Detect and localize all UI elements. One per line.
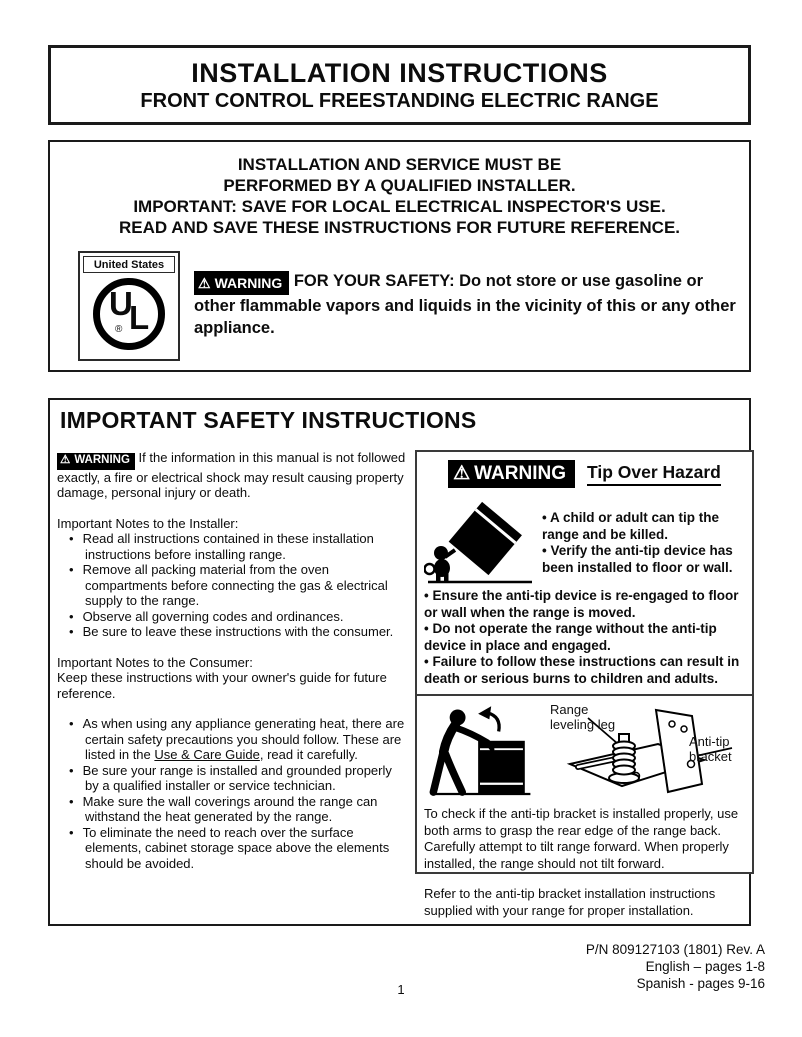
hazard-bullet: • Verify the anti-tip device has been installed to floor or wall. <box>542 543 745 576</box>
ul-letter-l: L <box>129 299 150 336</box>
part-number: P/N 809127103 (1801) Rev. A <box>585 942 765 957</box>
hazard-side-bullets <box>542 494 745 586</box>
list-item: • Read all instructions contained in these installation instructions before installing range. <box>69 531 374 562</box>
list-item: • Be sure your range is installed and grounded properly by a qualified installer or service technician. <box>69 762 392 793</box>
spanish-pages-note: Spanish - pages 9-16 <box>636 976 765 991</box>
notice-line: READ AND SAVE THESE INSTRUCTIONS FOR FUTURE REFERENCE. <box>118 218 681 237</box>
warning-badge: ⚠ WARNING <box>194 271 289 295</box>
warning-triangle-icon: ⚠ <box>60 454 71 466</box>
installer-notes-list <box>57 531 409 640</box>
page-number: 1 <box>397 982 405 997</box>
notice-line: PERFORMED BY A QUALIFIED INSTALLER. <box>223 176 576 195</box>
list-item: • To eliminate the need to reach over the surface elements, cabinet storage space above the elements should be avoided. <box>69 824 390 871</box>
person-tilt-test-icon <box>424 702 536 802</box>
hazard-full-bullets <box>424 588 745 687</box>
list-item: • Remove all packing material from the oven compartments before connecting the gas & electrical supply to the range. <box>69 562 388 608</box>
list-item: • Make sure the wall coverings around the range can withstand the heat generated by the range. <box>69 793 378 824</box>
title-box <box>48 45 751 125</box>
notice-line: IMPORTANT: SAVE FOR LOCAL ELECTRICAL INSPECTOR'S USE. <box>133 197 666 216</box>
safety-heading: IMPORTANT SAFETY INSTRUCTIONS <box>60 407 477 433</box>
ul-letter-u: U <box>109 285 133 322</box>
hazard-title: Tip Over Hazard <box>587 462 721 486</box>
leveling-leg-label: Range leveling leg <box>550 702 616 732</box>
document-subtitle: FRONT CONTROL FREESTANDING ELECTRIC RANGE <box>140 90 659 112</box>
consumer-notes-list <box>57 716 409 871</box>
bracket-refer-text: Refer to the anti-tip bracket installation instructions supplied with your range for proper installation. <box>424 886 716 918</box>
bracket-check-text: To check if the anti-tip bracket is installed properly, use both arms to grasp the rear edge of the range back. Carefully attempt to tilt range forward. When properly installed, the range should not tilt forward. <box>424 806 739 871</box>
tip-over-hazard-panel <box>415 450 754 918</box>
hazard-bullet: • Do not operate the range without the anti-tip device in place and engaged. <box>424 621 745 654</box>
list-item: • Be sure to leave these instructions with the consumer. <box>69 624 394 639</box>
list-item: • Observe all governing codes and ordinances. <box>69 608 344 624</box>
list-item: • As when using any appliance generating heat, there are certain safety precautions you should follow. These are listed in the Use & Care Guide, read it carefully. <box>69 716 405 762</box>
ul-certification-logo <box>78 251 180 361</box>
hazard-bullet: • A child or adult can tip the range and be killed. <box>542 510 745 543</box>
english-pages-note: English – pages 1-8 <box>645 959 765 974</box>
tipping-range-child-icon <box>424 494 536 586</box>
installer-notes-heading: Important Notes to the Installer: <box>57 515 239 531</box>
consumer-notes-heading: Important Notes to the Consumer: <box>57 654 253 670</box>
registered-symbol: ® <box>115 324 123 335</box>
notice-statement <box>50 142 749 238</box>
warning-triangle-icon: ⚠ <box>453 463 471 484</box>
anti-tip-bracket-figure <box>536 702 745 802</box>
hazard-bullet: • Ensure the anti-tip device is re-engaged to floor or wall when the range is moved. <box>424 588 745 621</box>
fire-shock-warning-text: If the information in this manual is not followed exactly, a fire or electrical shock may result causing property damage, personal injury or death. <box>57 450 406 500</box>
document-title: INSTALLATION INSTRUCTIONS <box>191 58 608 88</box>
gasoline-warning-paragraph <box>194 268 739 345</box>
warning-badge: ⚠ WARNING <box>448 460 575 488</box>
fire-shock-warning-paragraph <box>57 450 409 501</box>
safety-instructions-box <box>48 398 751 926</box>
ul-country-label: United States <box>83 256 175 273</box>
gasoline-warning-text: FOR YOUR SAFETY: Do not store or use gasoline or other flammable vapors and liquids in the vicinity of this or any other appliance. <box>194 271 736 337</box>
notice-box <box>48 140 751 372</box>
hazard-bullet: • Failure to follow these instructions can result in death or serious burns to children and adults. <box>424 654 745 687</box>
warning-triangle-icon: ⚠ <box>198 274 211 291</box>
consumer-notes-intro: Keep these instructions with your owner's guide for future reference. <box>57 670 387 701</box>
ul-mark-icon <box>93 278 165 350</box>
warning-badge: ⚠ WARNING <box>57 453 135 470</box>
safety-left-column <box>57 450 409 871</box>
anti-tip-bracket-label: Anti-tip bracket <box>689 734 732 764</box>
use-care-guide-reference: Use & Care Guide <box>154 747 260 762</box>
notice-line: INSTALLATION AND SERVICE MUST BE <box>237 155 562 174</box>
